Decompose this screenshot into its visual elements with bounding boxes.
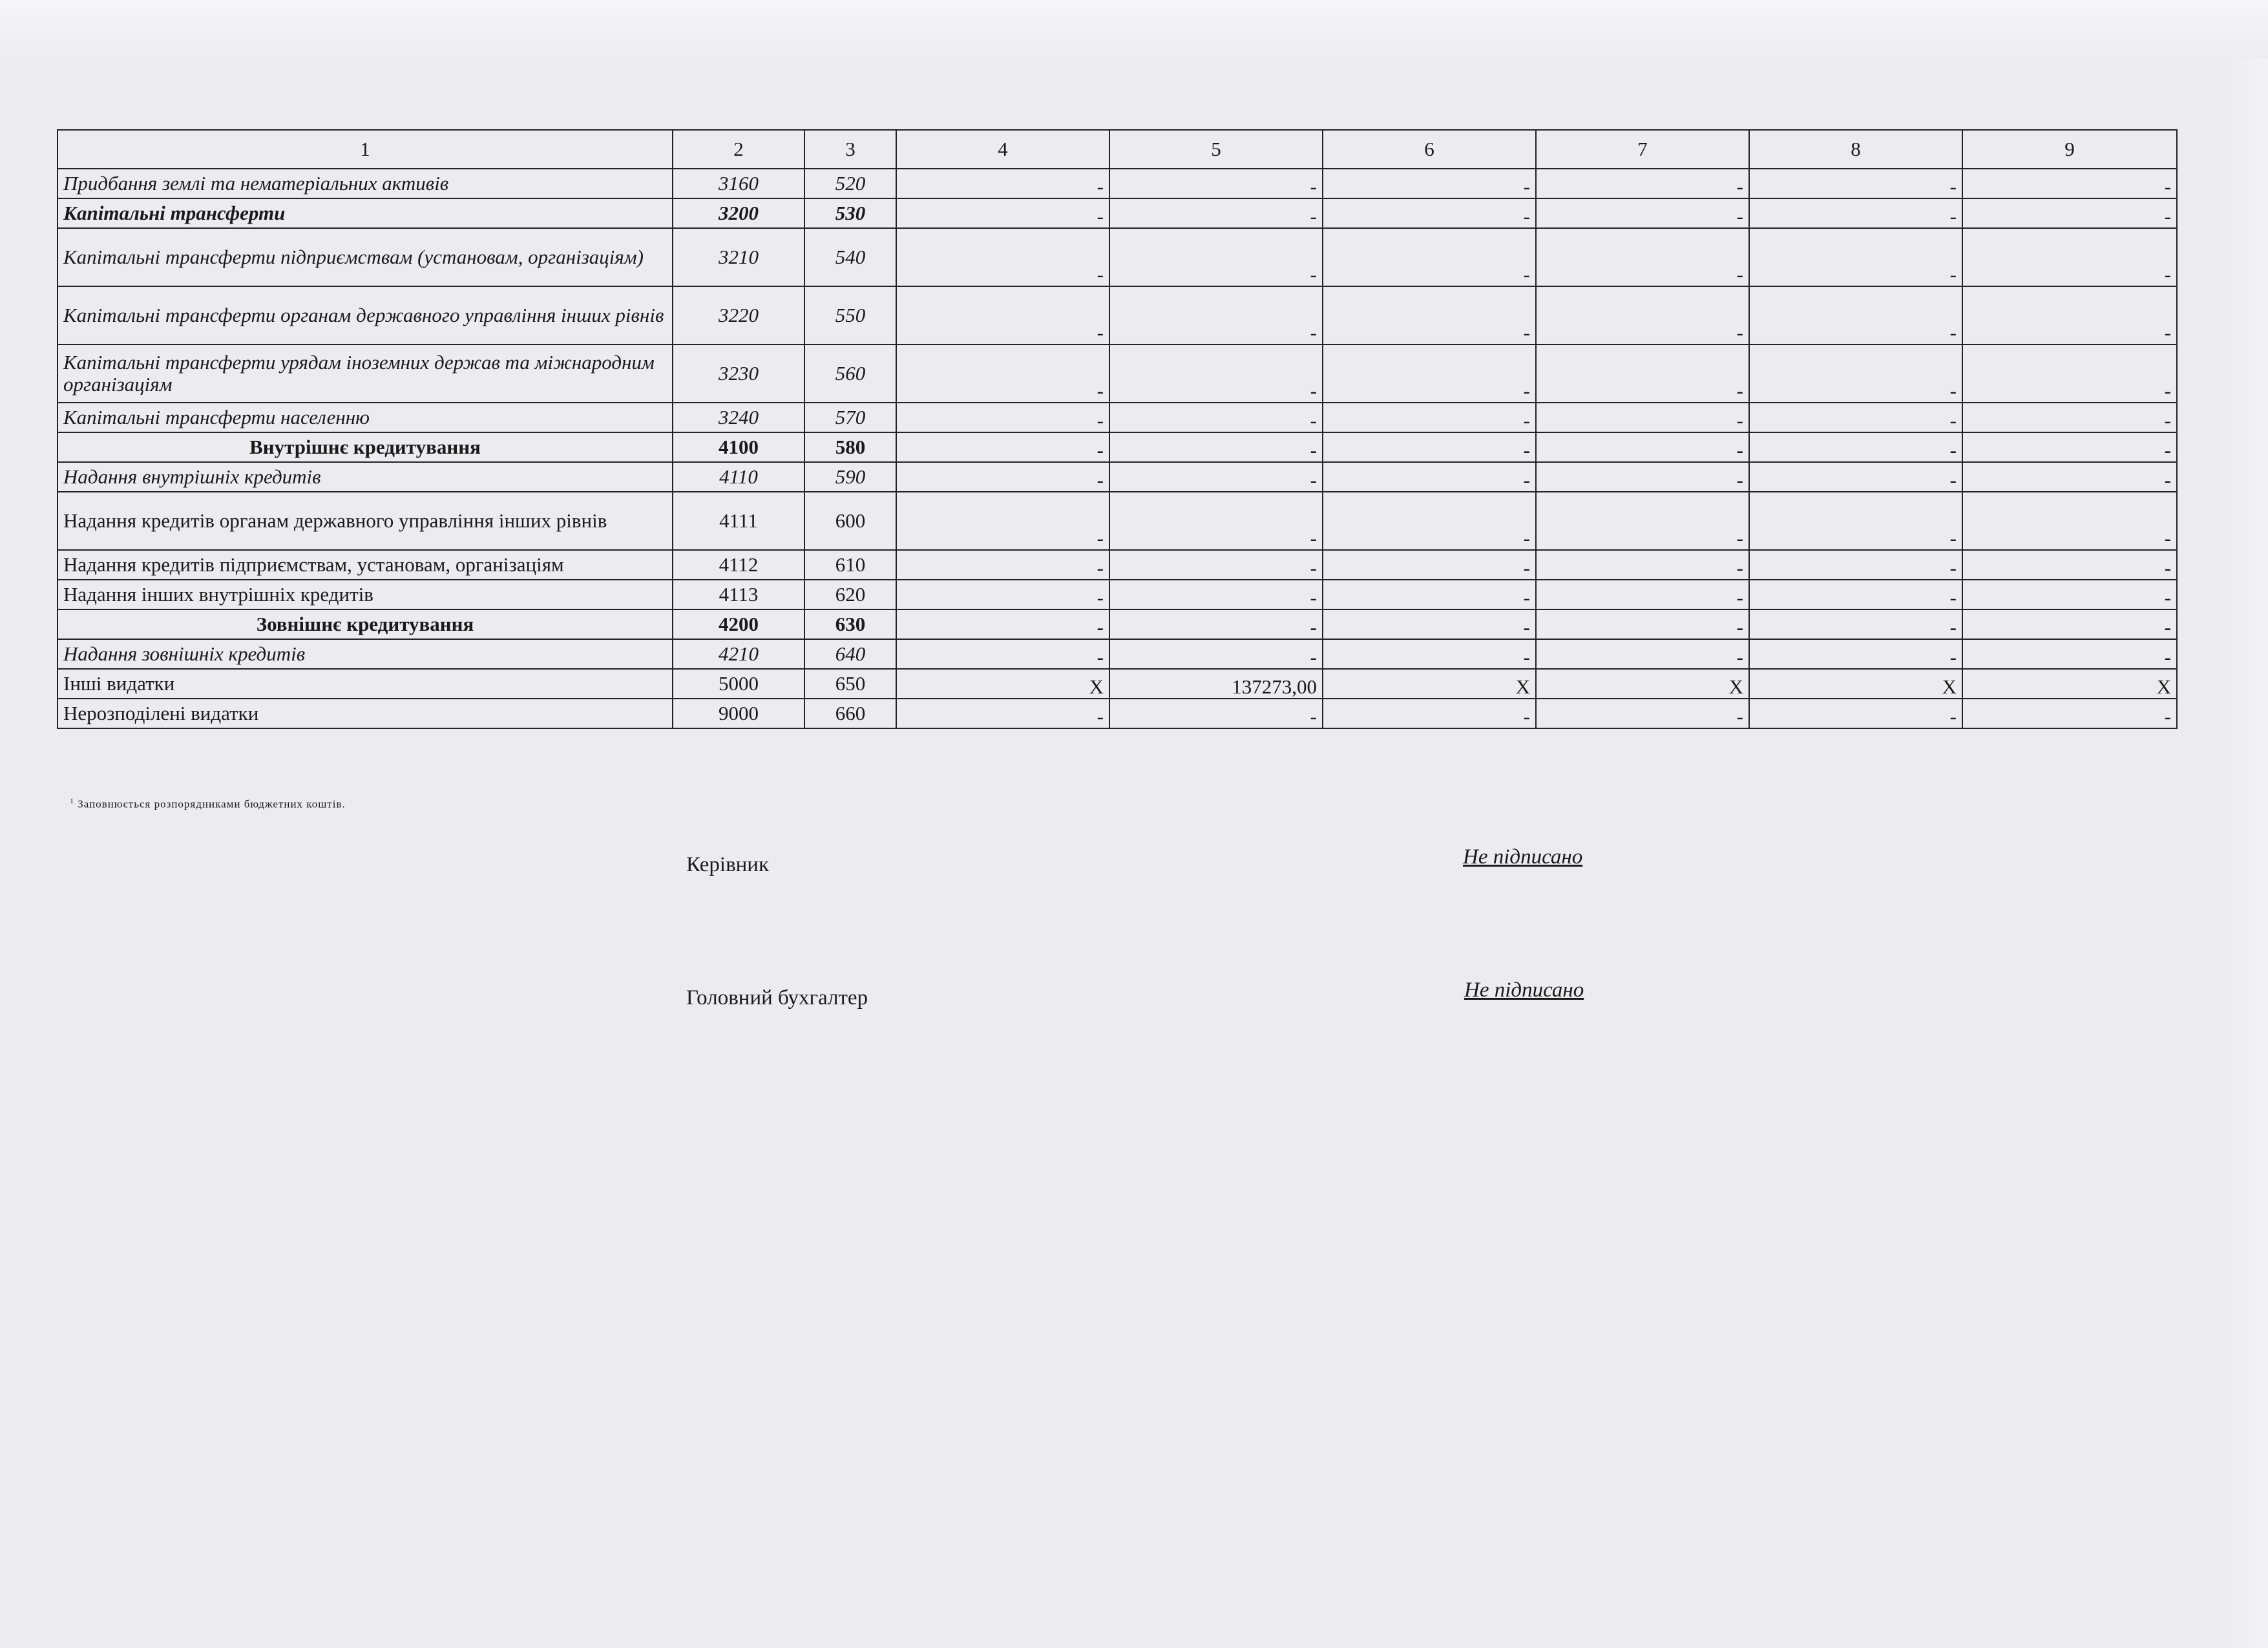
row-value-cell: - bbox=[1323, 432, 1536, 462]
table-row bbox=[58, 550, 2177, 580]
row-value-cell: - bbox=[1749, 344, 1962, 403]
header-cell-9: 9 bbox=[1962, 130, 2177, 169]
row-value-cell: - bbox=[1323, 639, 1536, 669]
row-value-cell: - bbox=[896, 462, 1109, 492]
row-value-cell: - bbox=[1536, 492, 1749, 550]
row-name-cell: Нерозподілені видатки bbox=[58, 699, 673, 728]
row-value-cell: - bbox=[1962, 403, 2177, 432]
row-line-cell: 630 bbox=[804, 609, 896, 639]
row-name-cell: Капітальні трансферти підприємствам (установам, організаціям) bbox=[58, 228, 673, 286]
row-value-cell: - bbox=[1536, 699, 1749, 728]
header-cell-5: 5 bbox=[1109, 130, 1323, 169]
row-value-cell: - bbox=[1109, 492, 1323, 550]
row-line-cell: 550 bbox=[804, 286, 896, 344]
row-value-cell: - bbox=[1109, 580, 1323, 609]
row-value-cell: - bbox=[1749, 462, 1962, 492]
table-row bbox=[58, 169, 2177, 198]
table-body bbox=[58, 130, 2177, 728]
row-value-cell: - bbox=[1536, 169, 1749, 198]
table-row bbox=[58, 228, 2177, 286]
row-value-cell: X bbox=[1749, 669, 1962, 699]
row-value-cell: - bbox=[1109, 403, 1323, 432]
row-name-cell: Капітальні трансферти bbox=[58, 198, 673, 228]
row-name-cell: Зовнішнє кредитування bbox=[58, 609, 673, 639]
row-value-cell: - bbox=[1962, 550, 2177, 580]
header-cell-3: 3 bbox=[804, 130, 896, 169]
row-value-cell: - bbox=[1749, 403, 1962, 432]
row-value-cell: - bbox=[1536, 550, 1749, 580]
row-value-cell: - bbox=[896, 609, 1109, 639]
table-row bbox=[58, 462, 2177, 492]
row-value-cell: - bbox=[1536, 286, 1749, 344]
row-value-cell: - bbox=[1962, 492, 2177, 550]
row-line-cell: 590 bbox=[804, 462, 896, 492]
row-value-cell: - bbox=[1962, 639, 2177, 669]
row-value-cell: - bbox=[1749, 580, 1962, 609]
row-value-cell: - bbox=[896, 228, 1109, 286]
row-line-cell: 620 bbox=[804, 580, 896, 609]
table-row bbox=[58, 639, 2177, 669]
row-value-cell: - bbox=[1749, 169, 1962, 198]
row-value-cell: - bbox=[1962, 344, 2177, 403]
row-value-cell: - bbox=[1323, 228, 1536, 286]
table-row bbox=[58, 286, 2177, 344]
row-value-cell: - bbox=[1962, 198, 2177, 228]
row-value-cell: - bbox=[1323, 580, 1536, 609]
row-line-cell: 530 bbox=[804, 198, 896, 228]
row-line-cell: 540 bbox=[804, 228, 896, 286]
row-name-cell: Надання інших внутрішніх кредитів bbox=[58, 580, 673, 609]
row-value-cell: - bbox=[1962, 286, 2177, 344]
row-value-cell: X bbox=[896, 669, 1109, 699]
row-value-cell: - bbox=[1323, 169, 1536, 198]
row-value-cell: - bbox=[1749, 432, 1962, 462]
row-value-cell: - bbox=[1109, 169, 1323, 198]
row-line-cell: 660 bbox=[804, 699, 896, 728]
row-name-cell: Надання зовнішніх кредитів bbox=[58, 639, 673, 669]
row-value-cell: 137273,00 bbox=[1109, 669, 1323, 699]
table-row bbox=[58, 699, 2177, 728]
director-label: Керівник bbox=[686, 853, 770, 876]
row-name-cell: Інші видатки bbox=[58, 669, 673, 699]
row-name-cell: Внутрішнє кредитування bbox=[58, 432, 673, 462]
row-value-cell: - bbox=[1962, 462, 2177, 492]
row-code-cell: 3200 bbox=[673, 198, 804, 228]
row-value-cell: - bbox=[1323, 609, 1536, 639]
row-value-cell: - bbox=[1109, 550, 1323, 580]
row-name-cell: Капітальні трансферти органам державного управління інших рівнів bbox=[58, 286, 673, 344]
chief-accountant-label: Головний бухгалтер bbox=[686, 986, 868, 1009]
row-value-cell: - bbox=[1962, 228, 2177, 286]
table-row bbox=[58, 492, 2177, 550]
scan-right-edge bbox=[2223, 58, 2268, 1648]
row-value-cell: - bbox=[1962, 699, 2177, 728]
row-value-cell: - bbox=[1749, 609, 1962, 639]
row-code-cell: 3220 bbox=[673, 286, 804, 344]
row-value-cell: - bbox=[896, 403, 1109, 432]
row-value-cell: - bbox=[1536, 639, 1749, 669]
header-cell-1: 1 bbox=[58, 130, 673, 169]
row-value-cell: - bbox=[1109, 286, 1323, 344]
row-value-cell: - bbox=[896, 550, 1109, 580]
header-cell-2: 2 bbox=[673, 130, 804, 169]
header-cell-7: 7 bbox=[1536, 130, 1749, 169]
row-value-cell: - bbox=[1749, 639, 1962, 669]
footnote-text: Заповнюється розпорядниками бюджетних коштів. bbox=[78, 798, 346, 810]
row-code-cell: 3230 bbox=[673, 344, 804, 403]
row-value-cell: - bbox=[1323, 286, 1536, 344]
row-value-cell: - bbox=[1749, 286, 1962, 344]
header-cell-8: 8 bbox=[1749, 130, 1962, 169]
row-value-cell: X bbox=[1962, 669, 2177, 699]
row-code-cell: 4113 bbox=[673, 580, 804, 609]
row-value-cell: X bbox=[1536, 669, 1749, 699]
row-code-cell: 4200 bbox=[673, 609, 804, 639]
row-name-cell: Надання кредитів органам державного управління інших рівнів bbox=[58, 492, 673, 550]
row-value-cell: - bbox=[1109, 198, 1323, 228]
table-row bbox=[58, 609, 2177, 639]
header-cell-6: 6 bbox=[1323, 130, 1536, 169]
row-code-cell: 9000 bbox=[673, 699, 804, 728]
row-value-cell: - bbox=[1109, 432, 1323, 462]
row-value-cell: - bbox=[1962, 432, 2177, 462]
row-value-cell: - bbox=[896, 699, 1109, 728]
row-value-cell: - bbox=[1109, 462, 1323, 492]
row-value-cell: - bbox=[1323, 550, 1536, 580]
row-value-cell: - bbox=[1109, 344, 1323, 403]
row-value-cell: - bbox=[1536, 403, 1749, 432]
row-value-cell: - bbox=[1109, 699, 1323, 728]
row-name-cell: Капітальні трансферти населенню bbox=[58, 403, 673, 432]
row-value-cell: - bbox=[1109, 639, 1323, 669]
row-value-cell: - bbox=[896, 639, 1109, 669]
row-code-cell: 3240 bbox=[673, 403, 804, 432]
row-value-cell: - bbox=[896, 198, 1109, 228]
scan-top-edge bbox=[0, 0, 2268, 65]
row-value-cell: - bbox=[1323, 198, 1536, 228]
row-line-cell: 600 bbox=[804, 492, 896, 550]
row-value-cell: - bbox=[896, 286, 1109, 344]
row-value-cell: - bbox=[896, 169, 1109, 198]
row-line-cell: 640 bbox=[804, 639, 896, 669]
row-value-cell: - bbox=[896, 344, 1109, 403]
row-value-cell: - bbox=[1323, 344, 1536, 403]
row-code-cell: 4111 bbox=[673, 492, 804, 550]
row-value-cell: - bbox=[1536, 580, 1749, 609]
row-code-cell: 4100 bbox=[673, 432, 804, 462]
row-line-cell: 610 bbox=[804, 550, 896, 580]
row-value-cell: - bbox=[1109, 609, 1323, 639]
row-value-cell: - bbox=[896, 492, 1109, 550]
row-value-cell: - bbox=[1962, 169, 2177, 198]
row-value-cell: - bbox=[1323, 492, 1536, 550]
row-value-cell: - bbox=[1323, 403, 1536, 432]
chief-accountant-signature-status: Не підписано bbox=[1464, 978, 1584, 1002]
table-row bbox=[58, 403, 2177, 432]
table-row bbox=[58, 669, 2177, 699]
row-line-cell: 560 bbox=[804, 344, 896, 403]
row-code-cell: 3160 bbox=[673, 169, 804, 198]
row-line-cell: 650 bbox=[804, 669, 896, 699]
table-row bbox=[58, 580, 2177, 609]
row-value-cell: - bbox=[896, 580, 1109, 609]
row-name-cell: Придбання землі та нематеріальних активів bbox=[58, 169, 673, 198]
row-value-cell: - bbox=[1323, 699, 1536, 728]
row-value-cell: - bbox=[1536, 198, 1749, 228]
row-code-cell: 4110 bbox=[673, 462, 804, 492]
header-cell-4: 4 bbox=[896, 130, 1109, 169]
row-value-cell: - bbox=[1962, 580, 2177, 609]
row-value-cell: - bbox=[1536, 432, 1749, 462]
row-value-cell: - bbox=[1749, 228, 1962, 286]
row-code-cell: 3210 bbox=[673, 228, 804, 286]
footnote-marker: 1 bbox=[70, 796, 74, 805]
row-value-cell: - bbox=[1536, 228, 1749, 286]
row-name-cell: Надання кредитів підприємствам, установам, організаціям bbox=[58, 550, 673, 580]
row-value-cell: - bbox=[1536, 344, 1749, 403]
row-line-cell: 570 bbox=[804, 403, 896, 432]
row-value-cell: - bbox=[1109, 228, 1323, 286]
table-header-row bbox=[58, 130, 2177, 169]
row-value-cell: - bbox=[1749, 492, 1962, 550]
row-line-cell: 520 bbox=[804, 169, 896, 198]
row-value-cell: - bbox=[1536, 609, 1749, 639]
row-name-cell: Капітальні трансферти урядам іноземних держав та міжнародним організаціям bbox=[58, 344, 673, 403]
row-value-cell: - bbox=[1536, 462, 1749, 492]
row-code-cell: 5000 bbox=[673, 669, 804, 699]
row-value-cell: X bbox=[1323, 669, 1536, 699]
director-signature-status: Не підписано bbox=[1463, 845, 1583, 869]
row-value-cell: - bbox=[1749, 550, 1962, 580]
row-value-cell: - bbox=[896, 432, 1109, 462]
row-line-cell: 580 bbox=[804, 432, 896, 462]
expenditure-table bbox=[57, 129, 2178, 729]
row-value-cell: - bbox=[1323, 462, 1536, 492]
row-name-cell: Надання внутрішніх кредитів bbox=[58, 462, 673, 492]
row-value-cell: - bbox=[1962, 609, 2177, 639]
row-value-cell: - bbox=[1749, 198, 1962, 228]
table-row bbox=[58, 344, 2177, 403]
row-value-cell: - bbox=[1749, 699, 1962, 728]
table-row bbox=[58, 198, 2177, 228]
row-code-cell: 4210 bbox=[673, 639, 804, 669]
row-code-cell: 4112 bbox=[673, 550, 804, 580]
footnote bbox=[70, 796, 346, 811]
table-row bbox=[58, 432, 2177, 462]
